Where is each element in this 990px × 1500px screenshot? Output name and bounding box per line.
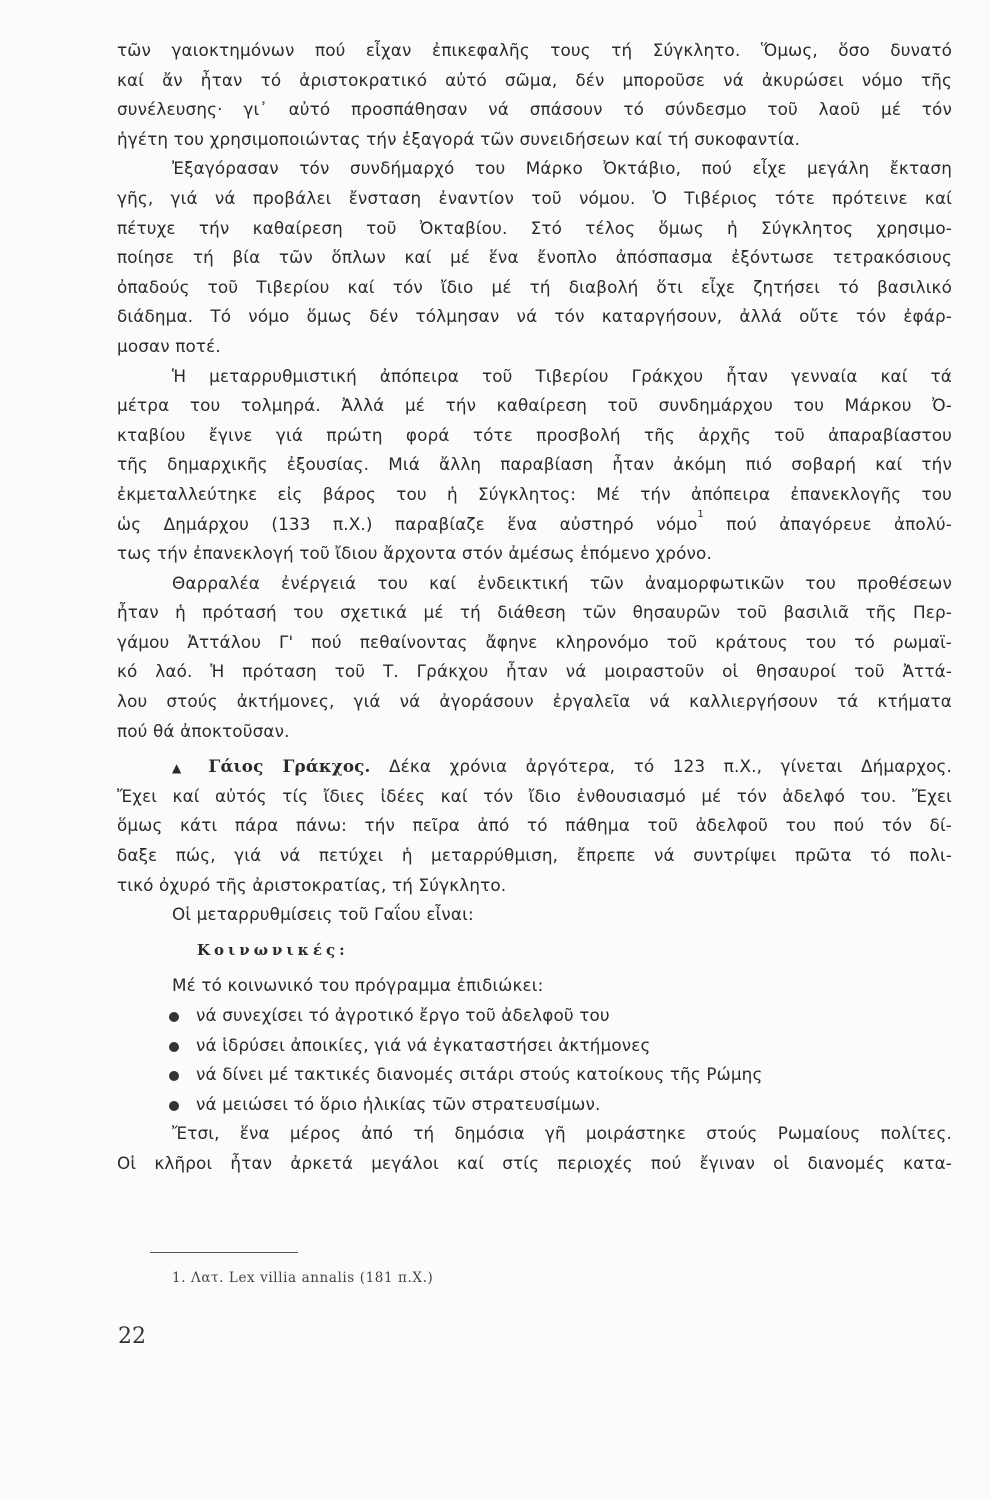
paragraph-start: Μέ τό κοινωνικό του πρόγραμμα ἐπιδιώκει:	[172, 975, 544, 996]
text-line: Οἱ κλῆροι ἦταν ἀρκετά μεγάλοι καί στίς περιοχές πού ἔγιναν οἱ διανομές κατα-	[117, 1152, 952, 1173]
footnote-ref: 1	[697, 509, 704, 520]
text-line: καί ἄν ἦταν τό ἀριστοκρατικό αὐτό σῶμα, δέν μποροῦσε νά ἀκυρώσει νόμο τῆς	[117, 69, 952, 90]
text-line: κταβίου ἔγινε γιά πρώτη φορά τότε προσβολή τῆς ἀρχῆς τοῦ ἀπαραβίαστου	[117, 424, 952, 445]
body-text	[117, 36, 952, 1179]
text-run: Δέκα χρόνια ἀργότερα, τό 123 π.Χ., γίνεται Δήμαρχος.	[370, 756, 952, 777]
text-line-footnote-ref	[117, 510, 952, 540]
text-line: Ἔχει καί αὐτός τίς ἴδιες ἰδέες καί τόν ἴδιο ἐνθουσιασμό μέ τόν ἀδελφό του. Ἔχει	[117, 785, 952, 806]
text-line: ὅμως κάτι πάρα πάνω: τήν πεῖρα ἀπό τό πάθημα τοῦ ἀδελφοῦ του πού τόν δί-	[117, 815, 952, 836]
bullet-text: νά ἱδρύσει ἀποικίες, γιά νά ἐγκαταστήσει ἀκτήμονες	[196, 1034, 651, 1055]
section-heading-line	[117, 752, 952, 782]
footnote-divider	[150, 1252, 298, 1253]
bullet-icon	[169, 1101, 179, 1111]
text-run: ὡς Δημάρχου (133 π.Χ.) παραβίαζε ἕνα αὐστηρό νόμο	[117, 513, 698, 534]
text-line: τῆς δημαρχικῆς ἐξουσίας. Μιά ἄλλη παραβίαση ἦταν ἀκόμη πιό σοβαρή καί τήν	[117, 454, 952, 475]
paragraph-start: Ἐξαγόρασαν τόν συνδήμαρχό του Μάρκο Ὀκτάβιο, πού εἶχε μεγάλη ἔκταση	[172, 158, 952, 179]
text-line: τικό ὀχυρό τῆς ἀριστοκρατίας, τή Σύγκλητο.	[117, 874, 507, 895]
text-line: ἐκμεταλλεύτηκε εἰς βάρος του ἡ Σύγκλητος: Μέ τήν ἀπόπειρα ἐπανεκλογῆς του	[117, 483, 952, 504]
text-line: ὀπαδούς τοῦ Τιβερίου καί τόν ἴδιο μέ τή διαβολή ὅτι εἶχε ζητήσει τό βασιλικό	[117, 276, 952, 297]
bullet-text: νά συνεχίσει τό ἀγροτικό ἔργο τοῦ ἀδελφοῦ του	[196, 1005, 610, 1025]
section-lead: Γάιος Γράκχος.	[208, 756, 371, 777]
text-line: λου στούς ἀκτήμονες, γιά νά ἀγοράσουν ἐργαλεῖα νά καλλιεργήσουν τά κτήματα	[117, 691, 952, 712]
bullet-item	[117, 1090, 952, 1120]
text-line: ἡγέτη του χρησιμοποιώντας τήν ἐξαγορά τῶν συνειδήσεων καί τή συκοφαντία.	[117, 128, 801, 149]
text-run: πού ἀπαγόρευε ἀπολύ-	[703, 513, 952, 534]
page-number: 22	[118, 1324, 146, 1349]
paragraph-start: Ἔτσι, ἕνα μέρος ἀπό τή δημόσια γῆ μοιράστηκε στούς Ρωμαίους πολίτες.	[172, 1123, 952, 1144]
text-line: κό λαό. Ἡ πρόταση τοῦ Τ. Γράκχου ἦταν νά μοιραστοῦν οἱ θησαυροί τοῦ Ἀττά-	[117, 661, 952, 682]
paragraph-start: Θαρραλέα ἐνέργειά του καί ἐνδεικτική τῶν ἀναμορφωτικῶν του προθέσεων	[172, 572, 952, 593]
bullet-icon	[169, 1012, 179, 1022]
text-line: γῆς, γιά νά προβάλει ἔνσταση ἐναντίον τοῦ νόμου. Ὁ Τιβέριος τότε πρότεινε καί	[117, 187, 952, 208]
text-line: πέτυχε τήν καθαίρεση τοῦ Ὀκταβίου. Στό τέλος ὅμως ἡ Σύγκλητος χρησιμο-	[117, 217, 952, 238]
text-line: τῶν γαιοκτημόνων πού εἶχαν ἐπικεφαλῆς τους τή Σύγκλητο. Ὅμως, ὅσο δυνατό	[117, 40, 952, 60]
bullet-icon	[169, 1042, 179, 1052]
text-line: διάδημα. Τό νόμο ὅμως δέν τόλμησαν νά τόν καταργήσουν, ἀλλά οὔτε τόν ἐφάρ-	[117, 306, 952, 327]
text-line: συνέλευσης· γι᾿ αὐτό προσπάθησαν νά σπάσουν τό σύνδεσμο τοῦ λαοῦ μέ τόν	[117, 99, 952, 120]
text-line: γάμου Ἀττάλου Γ' πού πεθαίνοντας ἄφηνε κληρονόμο τοῦ κράτους του τό ρωμαϊ-	[117, 631, 952, 652]
text-line: μοσαν ποτέ.	[117, 335, 221, 356]
triangle-icon: ▲	[172, 761, 195, 776]
bullet-text: νά δίνει μέ τακτικές διανομές σιτάρι στούς κατοίκους τῆς Ρώμης	[196, 1064, 763, 1085]
bullet-text: νά μειώσει τό ὅριο ἡλικίας τῶν στρατευσίμων.	[196, 1093, 601, 1114]
footnote: 1. Λατ. Lex villia annalis (181 π.Χ.)	[172, 1270, 434, 1286]
bullet-item	[117, 1001, 952, 1031]
text-line: τως τήν ἐπανεκλογή τοῦ ἴδιου ἄρχοντα στόν ἀμέσως ἑπόμενο χρόνο.	[117, 543, 712, 564]
text-line: μέτρα του τολμηρά. Ἀλλά μέ τήν καθαίρεση τοῦ συνδημάρχου του Μάρκου Ὀ-	[117, 395, 952, 416]
subheading: Κοινωνικές:	[197, 940, 349, 959]
bullet-item	[117, 1060, 952, 1090]
bullet-item	[117, 1031, 952, 1061]
paragraph-start: Ἡ μεταρρυθμιστική ἀπόπειρα τοῦ Τιβερίου Γράκχου ἦταν γενναία καί τά	[172, 365, 952, 386]
text-line: δαξε πώς, γιά νά πετύχει ἡ μεταρρύθμιση, ἔπρεπε νά συντρίψει πρῶτα τό πολι-	[117, 845, 952, 866]
text-line: ποίησε τή βία τῶν ὅπλων καί μέ ἕνα ἔνοπλο ἀπόσπασμα ἐξόντωσε τετρακόσιους	[117, 247, 952, 268]
text-line: ἦταν ἡ πρότασή του σχετικά μέ τή διάθεση τῶν θησαυρῶν τοῦ βασιλιᾶ τῆς Περ-	[117, 602, 952, 623]
paragraph-start: Οἱ μεταρρυθμίσεις τοῦ Γαΐου εἶναι:	[172, 904, 474, 925]
text-line: πού θά ἀποκτοῦσαν.	[117, 720, 290, 741]
